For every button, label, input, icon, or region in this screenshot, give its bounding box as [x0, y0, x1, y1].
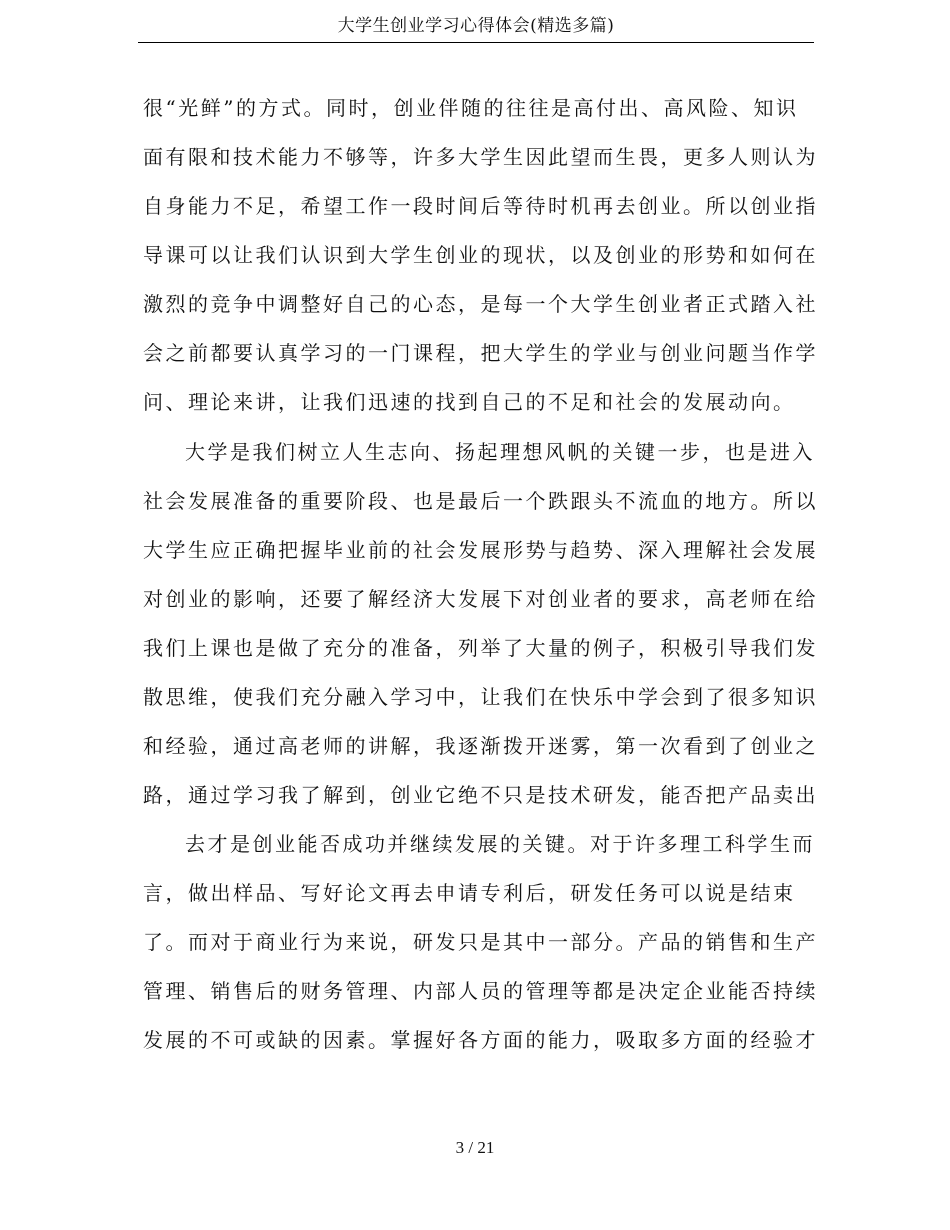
text-line: 大学生应正确把握毕业前的社会发展形势与趋势、深入理解社会发展: [143, 538, 818, 562]
text-line: 了。而对于商业行为来说，研发只是其中一部分。产品的销售和生产: [143, 930, 818, 954]
text-line: 很“光鲜”的方式。同时，创业伴随的往往是高付出、高风险、知识: [143, 96, 799, 120]
page-header: [138, 12, 814, 43]
text-line: 会之前都要认真学习的一门课程，把大学生的学业与创业问题当作学: [143, 341, 818, 365]
text-line: 社会发展准备的重要阶段、也是最后一个跌跟头不流血的地方。所以: [143, 489, 818, 513]
text-line: 发展的不可或缺的因素。掌握好各方面的能力，吸取多方面的经验才: [143, 1028, 818, 1052]
text-line: 散思维，使我们充分融入学习中，让我们在快乐中学会到了很多知识: [143, 685, 818, 709]
text-line: 导课可以让我们认识到大学生创业的现状，以及创业的形势和如何在: [143, 243, 818, 267]
text-line: 激烈的竞争中调整好自己的心态，是每一个大学生创业者正式踏入社: [143, 292, 818, 316]
text-line: 大学是我们树立人生志向、扬起理想风帆的关键一步，也是进入: [185, 440, 815, 464]
page-number: 3 / 21: [455, 1138, 495, 1157]
text-line: 管理、销售后的财务管理、内部人员的管理等都是决定企业能否持续: [143, 979, 818, 1003]
text-line: 对创业的影响，还要了解经济大发展下对创业者的要求，高老师在给: [143, 587, 818, 611]
text-line: 去才是创业能否成功并继续发展的关键。对于许多理工科学生而: [185, 832, 815, 856]
text-line: 面有限和技术能力不够等，许多大学生因此望而生畏，更多人则认为: [143, 145, 818, 169]
text-line: 和经验，通过高老师的讲解，我逐渐拨开迷雾，第一次看到了创业之: [143, 734, 818, 758]
text-line: 言，做出样品、写好论文再去申请专利后，研发任务可以说是结束: [143, 881, 796, 905]
text-line: 问、理论来讲，让我们迅速的找到自己的不足和社会的发展动向。: [143, 390, 796, 414]
document-title: 大学生创业学习心得体会(精选多篇): [337, 16, 615, 36]
text-line: 我们上课也是做了充分的准备，列举了大量的例子，积极引导我们发: [143, 636, 818, 660]
text-line: 路，通过学习我了解到，创业它绝不只是技术研发，能否把产品卖出: [143, 783, 818, 807]
text-line: 自身能力不足，希望工作一段时间后等待时机再去创业。所以创业指: [143, 194, 818, 218]
